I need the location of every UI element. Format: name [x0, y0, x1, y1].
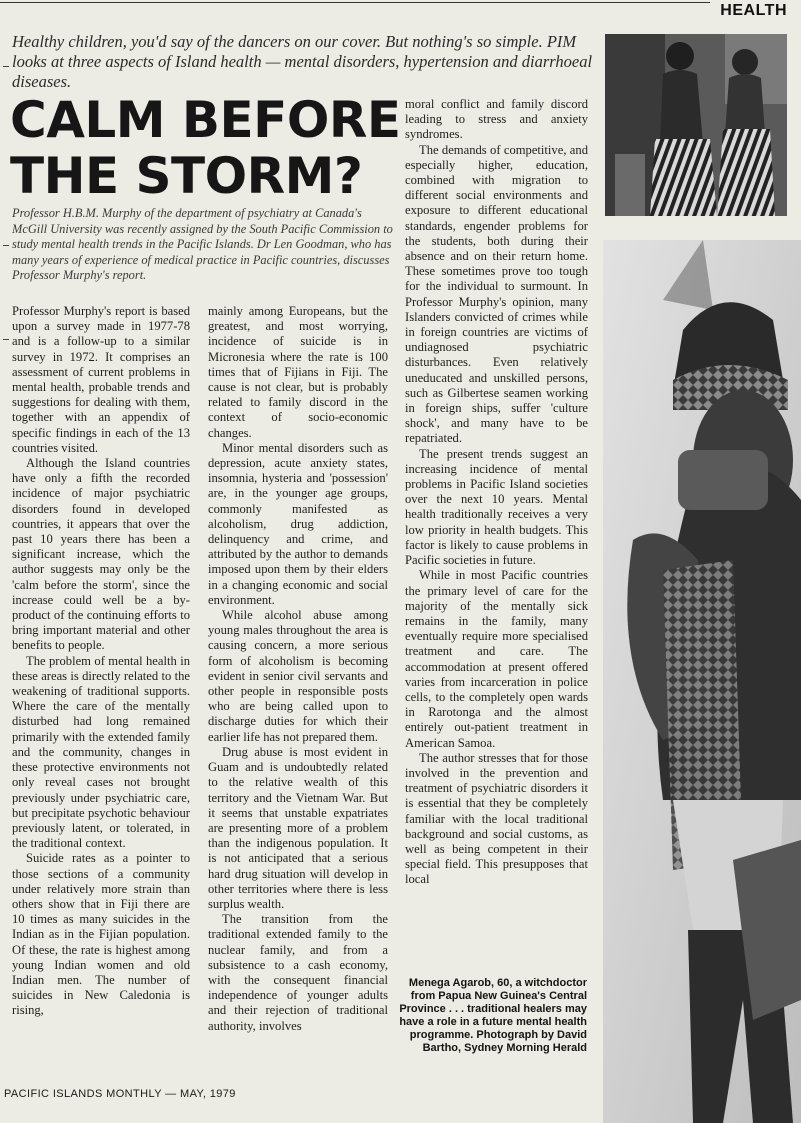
page-footer: PACIFIC ISLANDS MONTHLY — MAY, 1979: [4, 1088, 236, 1100]
margin-mark: [3, 245, 9, 246]
paragraph: Professor Murphy's report is based upon a survey made in 1977-78 and is a follow-up to a similar survey in 1972. It comprises an assessment of current problems in mental health, probable trends and suggestions for dealing with them, together with an appendix of specific findings in each of the 13 countries visited.: [12, 304, 190, 455]
paragraph: The demands of competitive, and especially higher, education, combined with migration to different social environments and exposure to different educational standards, engender problems for the students, both during their absence and on their return home. These sometimes prove too tough for the individual to surmount. In Professor Murphy's opinion, many Islanders convicted of crimes while in foreign countries are victims of undiagnosed psychiatric disturbances. Even relatively uneducated and unskilled persons, such as Gilbertese seamen working in foreign ships, suffer 'culture shock', and many have to be repatriated.: [405, 142, 588, 446]
paragraph: The author stresses that for those involved in the prevention and treatment of psychiatric disorders it is essential that they be completely familiar with the local traditional background and social customs, as well as being competent in their special field. This presupposes that local: [405, 750, 588, 887]
paragraph: Although the Island countries have only a fifth the recorded incidence of major psychiatric disorders found in developed countries, it appears that over the past 10 years there has been a significant increase, which the author suggests may only be the 'calm before the storm', since the increase could well be a by-product of the continuing efforts to bring important material and other benefits to people.: [12, 456, 190, 653]
standfirst: Professor H.B.M. Murphy of the department of psychiatry at Canada's McGill University was recently assigned by the South Pacific Commission to study mental health trends in the Pacific Islands. Dr Len Goodman, who has many years of experience of medical practice in Pacific countries, discusses Professor Murphy's report.: [12, 206, 393, 282]
top-rule: [0, 2, 710, 3]
paragraph: While alcohol abuse among young males throughout the area is causing concern, a more serious form of alcoholism is becoming evident in senior civil servants and other people in responsible posts who are being called upon to discharge duties for which their earlier life has not prepared them.: [208, 608, 388, 744]
dancers-photo: [605, 34, 787, 216]
margin-mark: [3, 66, 9, 67]
headline-line-1: CALM BEFORE: [10, 91, 401, 149]
paragraph: Suicide rates as a pointer to those sections of a community under relatively more strain than others show that in Fiji there are 10 times as many suicides in the Indian as in the Fijian population. Of these, the rate is highest among young Indian women and old Indian men. The number of suicides in New Caledonia is rising,: [12, 851, 190, 1018]
paragraph: Drug abuse is most evident in Guam and is undoubtedly related to the relative wealth of this territory and the Vietnam War. But it seems that unstable expatriates are presenting more of a problem than the indigenous population. It is not anticipated that a serious hard drug situation will develop in other territories where there is less surplus wealth.: [208, 744, 388, 911]
paragraph: moral conflict and family discord leading to stress and anxiety syndromes.: [405, 97, 588, 142]
photo-caption: Menega Agarob, 60, a witchdoctor from Papua New Guinea's Central Province . . . traditional healers may have a role in a future mental health programme. Photograph by David Bartho, Sydney Morning Herald: [399, 977, 587, 1054]
article-column-3: [405, 97, 588, 888]
article-column-1: [12, 304, 190, 1019]
paragraph: mainly among Europeans, but the greatest, and most worrying, incidence of suicide is in Micronesia where the rate is 100 times that of Fijians in Fiji. The cause is not clear, but is probably related to family discord in the context of socio-economic changes.: [208, 304, 388, 440]
headline-line-2: THE STORM?: [10, 147, 363, 205]
paragraph: The problem of mental health in these areas is directly related to the weakening of traditional supports. Where the care of the mentally disturbed had long remained primarily with the extended family and the community, changes in these protective environments not only reveal cases not brought previously under psychiatric care, but precipitate psychotic behaviour previously latent, or tolerated, in the traditional context.: [12, 653, 190, 851]
section-label: HEALTH: [720, 2, 787, 19]
paragraph: Minor mental disorders such as depression, acute anxiety states, insomnia, hysteria and 'possession' are, in the younger age groups, commonly manifested as alcoholism, drug addiction, delinquency and crime, and attributed by the author to demands imposed upon them by their elders in a changing economic and social environment.: [208, 440, 388, 607]
margin-mark: [3, 339, 9, 340]
paragraph: While in most Pacific countries the primary level of care for the majority of the mentally sick remains in the family, many eventually require more specialised treatment and care. The accommodation at present offered varies from incarceration in police cells, to the completely open wards in Rarotonga and the almost entirely out-patient treatment in American Samoa.: [405, 568, 588, 750]
witchdoctor-photo: [603, 240, 801, 1123]
intro-blurb: Healthy children, you'd say of the dancers on our cover. But nothing's so simple. PIM looks at three aspects of Island health — mental disorders, hypertension and diarrhoeal diseases.: [12, 32, 593, 91]
paragraph: The transition from the traditional extended family to the nuclear family, and from a subsistence to a cash economy, with the consequent financial independence of younger adults and their rejection of traditional authority, involves: [208, 912, 388, 1033]
paragraph: The present trends suggest an increasing incidence of mental problems in Pacific Island societies over the next 10 years. Mental health traditionally receives a very low priority in health budgets. This factor is likely to cause problems in Pacific societies in future.: [405, 446, 588, 568]
article-column-2: [208, 304, 388, 1034]
headline: [10, 92, 405, 204]
